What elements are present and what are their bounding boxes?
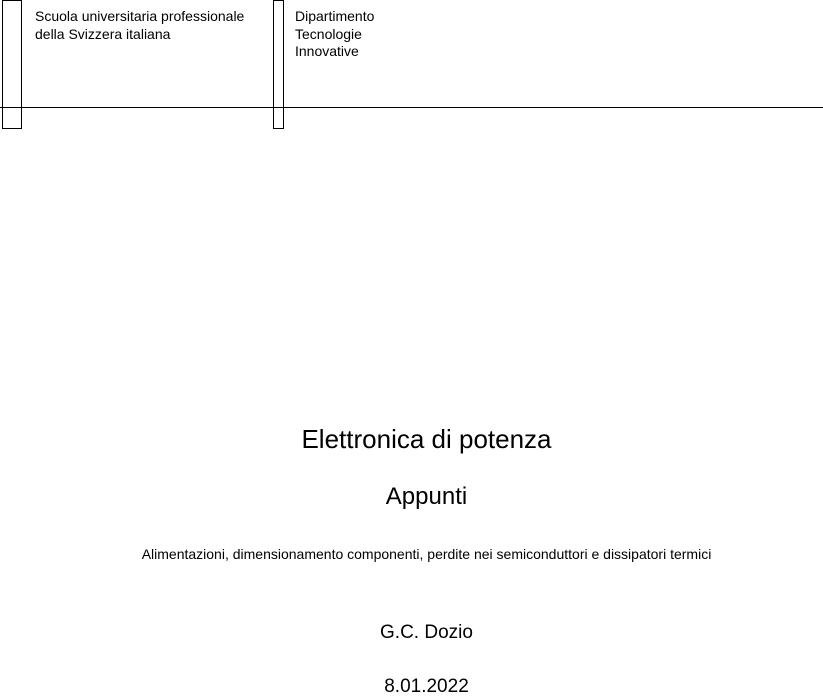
document-date: 8.01.2022 bbox=[384, 676, 469, 697]
header-rule bbox=[0, 107, 823, 108]
document-description: Alimentazioni, dimensionamento componenti, perdite nei semiconduttori e dissipatori termici bbox=[141, 546, 712, 562]
document-author: G.C. Dozio bbox=[380, 622, 473, 643]
document-subtitle: Appunti bbox=[385, 483, 468, 510]
logo-bar-right bbox=[273, 0, 284, 129]
department-name-line-2: Tecnologie bbox=[295, 25, 362, 42]
school-name-line-2: della Svizzera italiana bbox=[35, 25, 171, 42]
logo-bar-left bbox=[2, 0, 22, 129]
school-name bbox=[35, 8, 244, 43]
department-name-line-3: Innovative bbox=[295, 43, 359, 59]
department-name bbox=[295, 8, 374, 61]
department-name-line-1: Dipartimento bbox=[295, 8, 375, 24]
school-name-line-1: Scuola universitaria professionale bbox=[35, 8, 245, 24]
document-title: Elettronica di potenza bbox=[301, 424, 552, 454]
